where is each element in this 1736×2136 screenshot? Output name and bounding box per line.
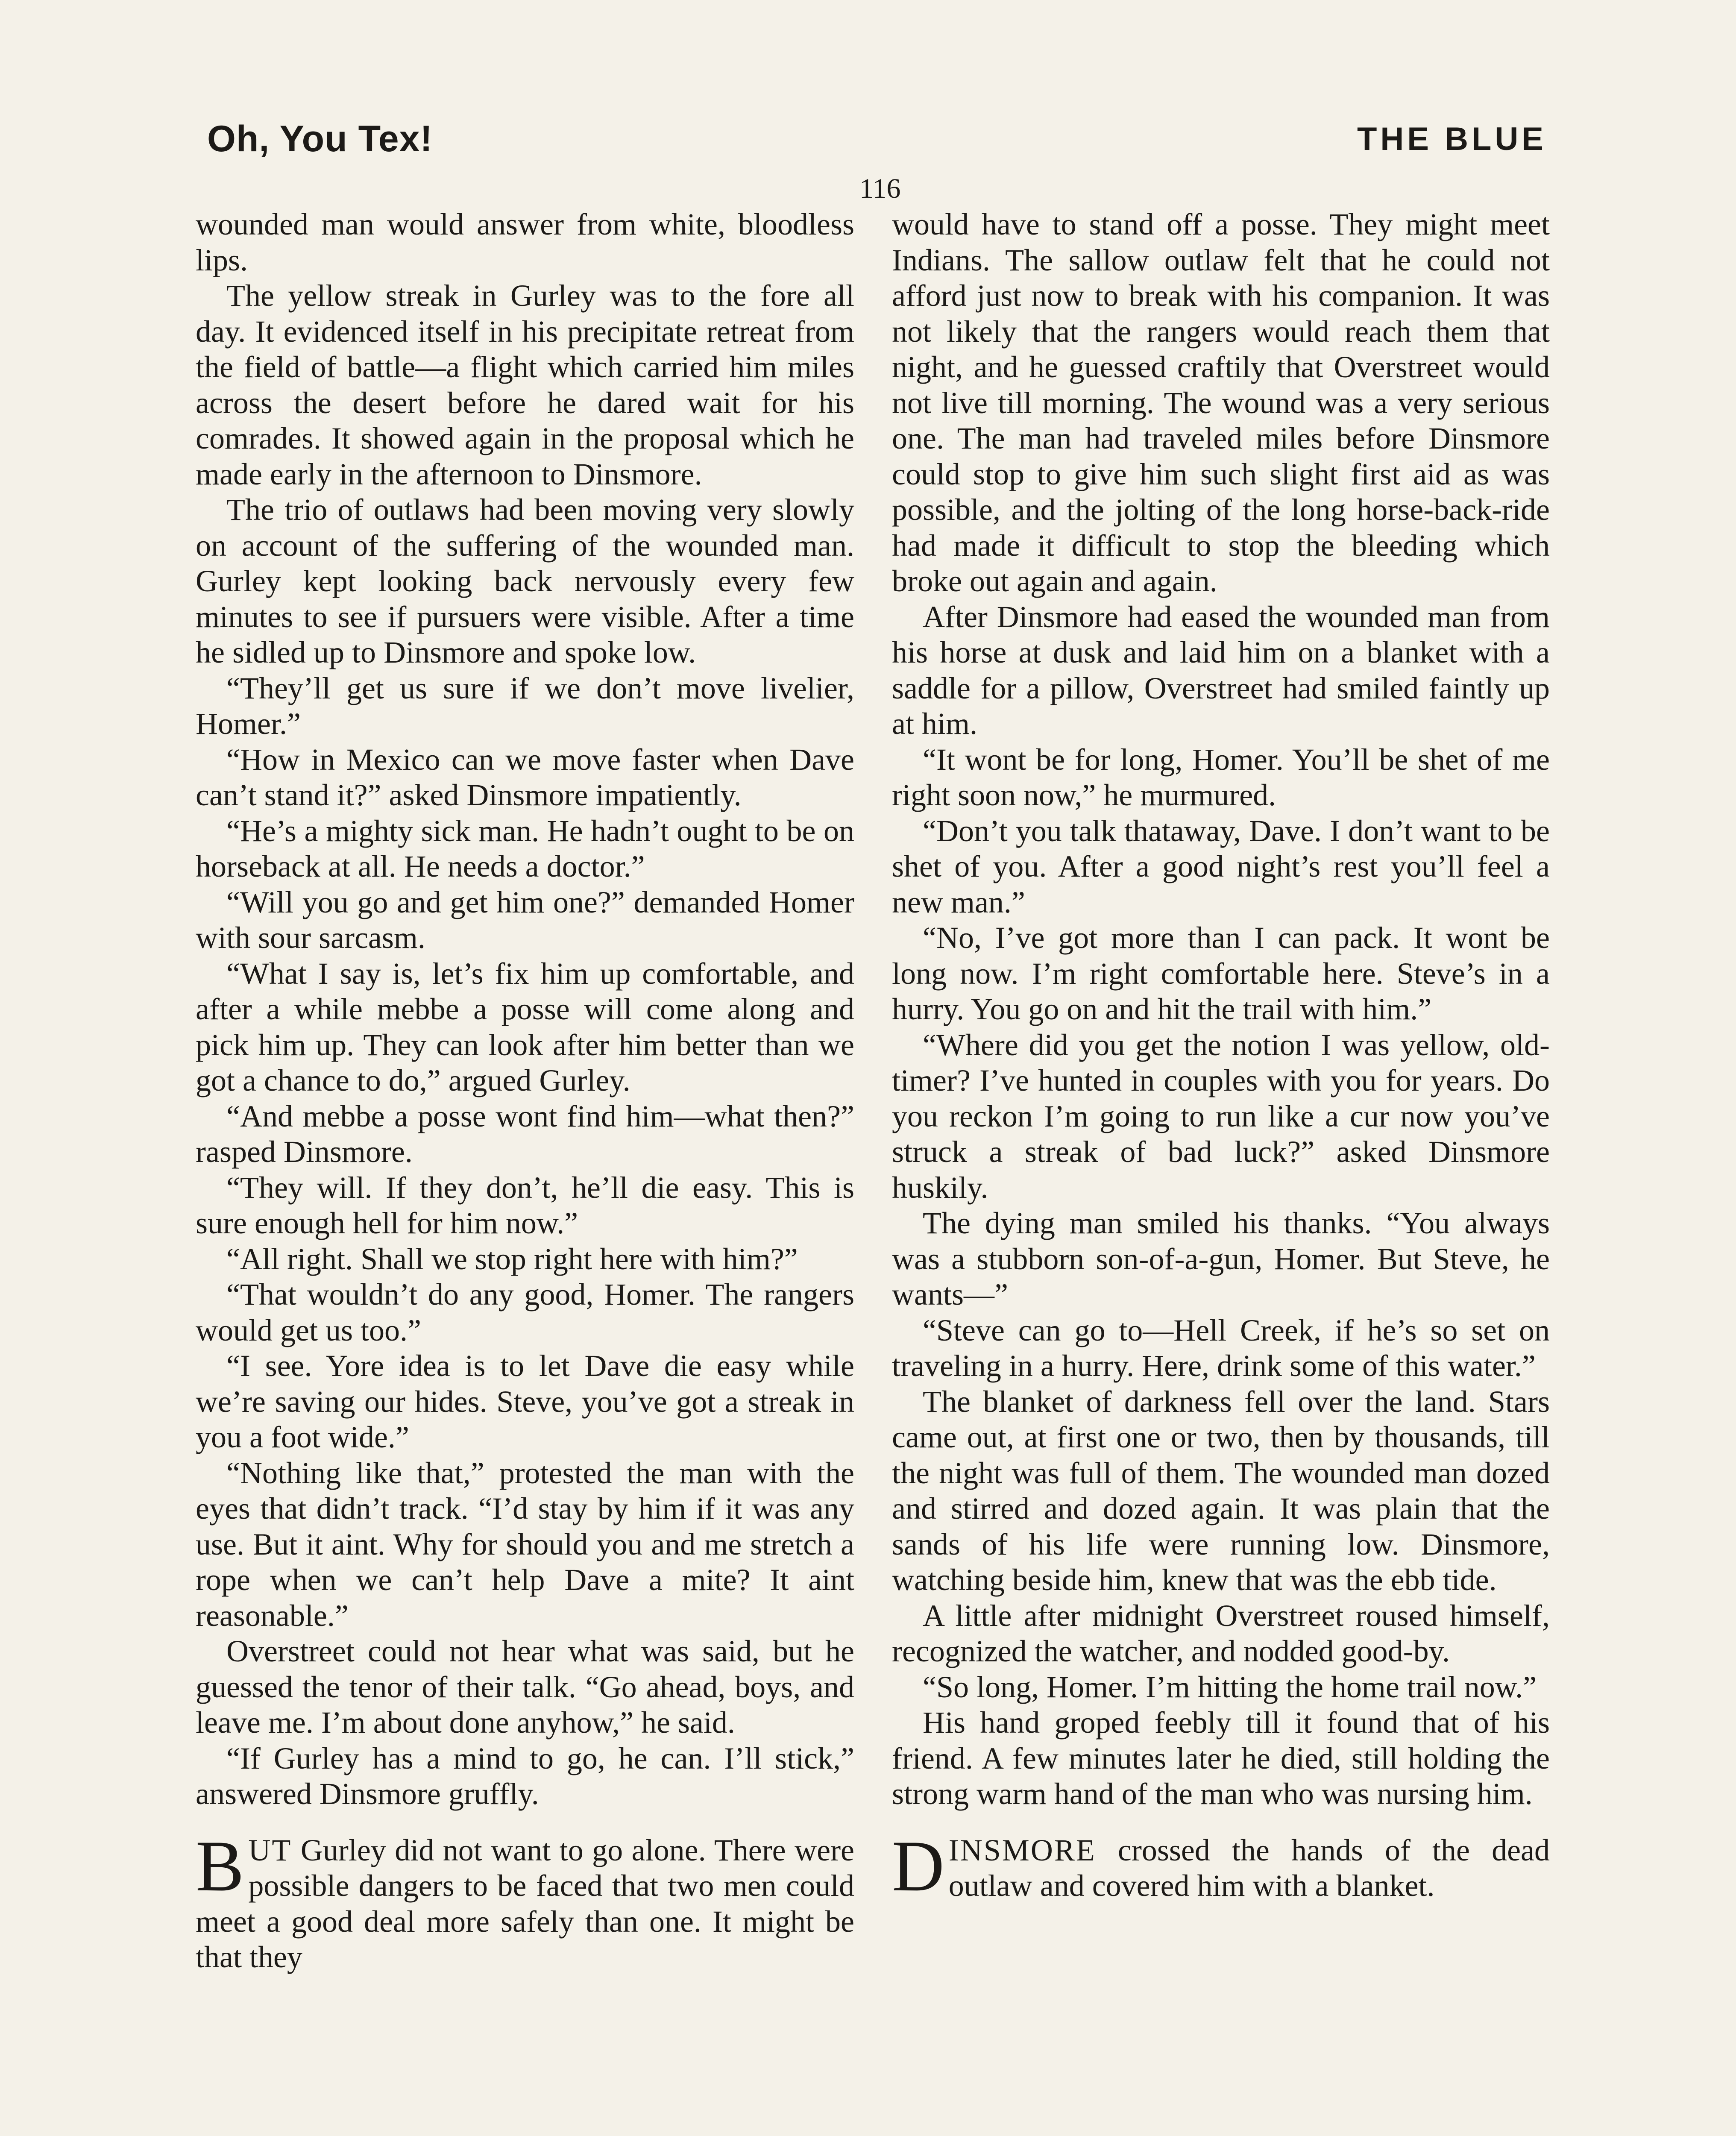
section-opening-paragraph <box>892 1825 1550 1906</box>
paragraph: Overstreet could not hear what was said, but he guessed the tenor of their talk. “Go ahead, boys, and leave me. I’m about done anyhow,” he said. <box>196 1634 854 1740</box>
paragraph: “That wouldn’t do any good, Homer. The rangers would get us too.” <box>196 1277 854 1347</box>
right-text-column <box>892 207 1550 1904</box>
left-text-column <box>196 207 854 1975</box>
drop-cap-letter: B <box>196 1825 244 1906</box>
paragraph: “They will. If they don’t, he’ll die easy. This is sure enough hell for him now.” <box>196 1170 854 1240</box>
paragraph: “Don’t you talk thataway, Dave. I don’t want to be shet of you. After a good night’s rest you’ll feel a new man.” <box>892 813 1550 919</box>
paragraph: “All right. Shall we stop right here with him?” <box>226 1241 798 1276</box>
magazine-name: THE BLUE <box>1357 121 1547 157</box>
paragraph: “Nothing like that,” protested the man with the eyes that didn’t track. “I’d stay by him if it was any use. But it aint. Why for should you and me stretch a rope when we can’t help Dave a mite? It aint reasonable.” <box>196 1455 854 1633</box>
small-caps-lead: INSMORE <box>948 1833 1096 1867</box>
paragraph: His hand groped feebly till it found that of his friend. A few minutes later he died, still holding the strong warm hand of the man who was nursing him. <box>892 1705 1550 1811</box>
paragraph: “How in Mexico can we move faster when Dave can’t stand it?” asked Dinsmore impatiently. <box>196 742 854 812</box>
page-number: 116 <box>859 173 901 204</box>
paragraph: “I see. Yore idea is to let Dave die easy while we’re saving our hides. Steve, you’ve got a streak in you a foot wide.” <box>196 1349 854 1454</box>
paragraph: “Will you go and get him one?” demanded Homer with sour sarcasm. <box>196 885 854 955</box>
paragraph: “It wont be for long, Homer. You’ll be shet of me right soon now,” he murmured. <box>892 742 1550 812</box>
paragraph: would have to stand off a posse. They might meet Indians. The sallow outlaw felt that he could not afford just now to break with his companion. It was not likely that the rangers would reach them that night, and he guessed craftily that Overstreet would not live till morning. The wound was a very serious one. The man had traveled miles before Dinsmore could stop to give him such slight first aid as was possible, and the jolting of the long horse-back-ride had made it difficult to stop the bleeding which broke out again and again. <box>892 207 1550 598</box>
paragraph: “And mebbe a posse wont find him—what then?” rasped Dinsmore. <box>196 1099 854 1169</box>
paragraph: The blanket of darkness fell over the land. Stars came out, at first one or two, then by thousands, till the night was full of them. The wounded man dozed and stirred and dozed again. It was plain that the sands of his life were running low. Dinsmore, watching beside him, knew that was the ebb tide. <box>892 1384 1550 1597</box>
paragraph: “So long, Homer. I’m hitting the home trail now.” <box>923 1669 1537 1704</box>
paragraph: “Steve can go to—Hell Creek, if he’s so set on traveling in a hurry. Here, drink some of this water.” <box>892 1313 1550 1383</box>
paragraph-text: Gurley did not want to go alone. There were possible dangers to be faced that two men could meet a good deal more safely than one. It might be that they <box>196 1833 854 1974</box>
story-title: Oh, You Tex! <box>207 118 433 159</box>
paragraph: The trio of outlaws had been moving very slowly on account of the suffering of the wounded man. Gurley kept looking back nervously every few minutes to see if pursuers were visible. After a time he sidled up to Dinsmore and spoke low. <box>196 493 854 669</box>
paragraph: “Where did you get the notion I was yellow, old-timer? I’ve hunted in couples with you for years. Do you reckon I’m going to run like a cur now you’ve struck a streak of bad luck?” asked Dinsmore huskily. <box>892 1027 1550 1205</box>
paragraph: The yellow streak in Gurley was to the fore all day. It evidenced itself in his precipitate retreat from the field of battle—a flight which carried him miles across the desert before he dared wait for his comrades. It showed again in the proposal which he made early in the afternoon to Dinsmore. <box>196 279 854 491</box>
drop-cap-letter: D <box>892 1825 944 1906</box>
paragraph: “What I say is, let’s fix him up comfortable, and after a while mebbe a posse will come along and pick him up. They can look after him better than we got a chance to do,” argued Gurley. <box>196 956 854 1097</box>
paragraph: “No, I’ve got more than I can pack. It wont be long now. I’m right comfortable here. Steve’s in a hurry. You go on and hit the trail with him.” <box>892 921 1550 1026</box>
section-opening-paragraph <box>196 1825 854 1975</box>
paragraph-text: crossed the hands of the dead outlaw and covered him with a blanket. <box>948 1833 1550 1903</box>
small-caps-lead: UT <box>248 1833 292 1867</box>
paragraph: “If Gurley has a mind to go, he can. I’ll stick,” answered Dinsmore gruffly. <box>196 1741 854 1811</box>
paragraph: “They’ll get us sure if we don’t move livelier, Homer.” <box>196 671 854 741</box>
paragraph: wounded man would answer from white, bloodless lips. <box>196 207 854 277</box>
paragraph: A little after midnight Overstreet roused himself, recognized the watcher, and nodded good-by. <box>892 1598 1550 1668</box>
paragraph: After Dinsmore had eased the wounded man from his horse at dusk and laid him on a blanket with a saddle for a pillow, Overstreet had smiled faintly up at him. <box>892 599 1550 741</box>
paragraph: “He’s a mighty sick man. He hadn’t ought to be on horseback at all. He needs a doctor.” <box>196 813 854 883</box>
paragraph: The dying man smiled his thanks. “You always was a stubborn son-of-a-gun, Homer. But Steve, he wants—” <box>892 1206 1550 1312</box>
